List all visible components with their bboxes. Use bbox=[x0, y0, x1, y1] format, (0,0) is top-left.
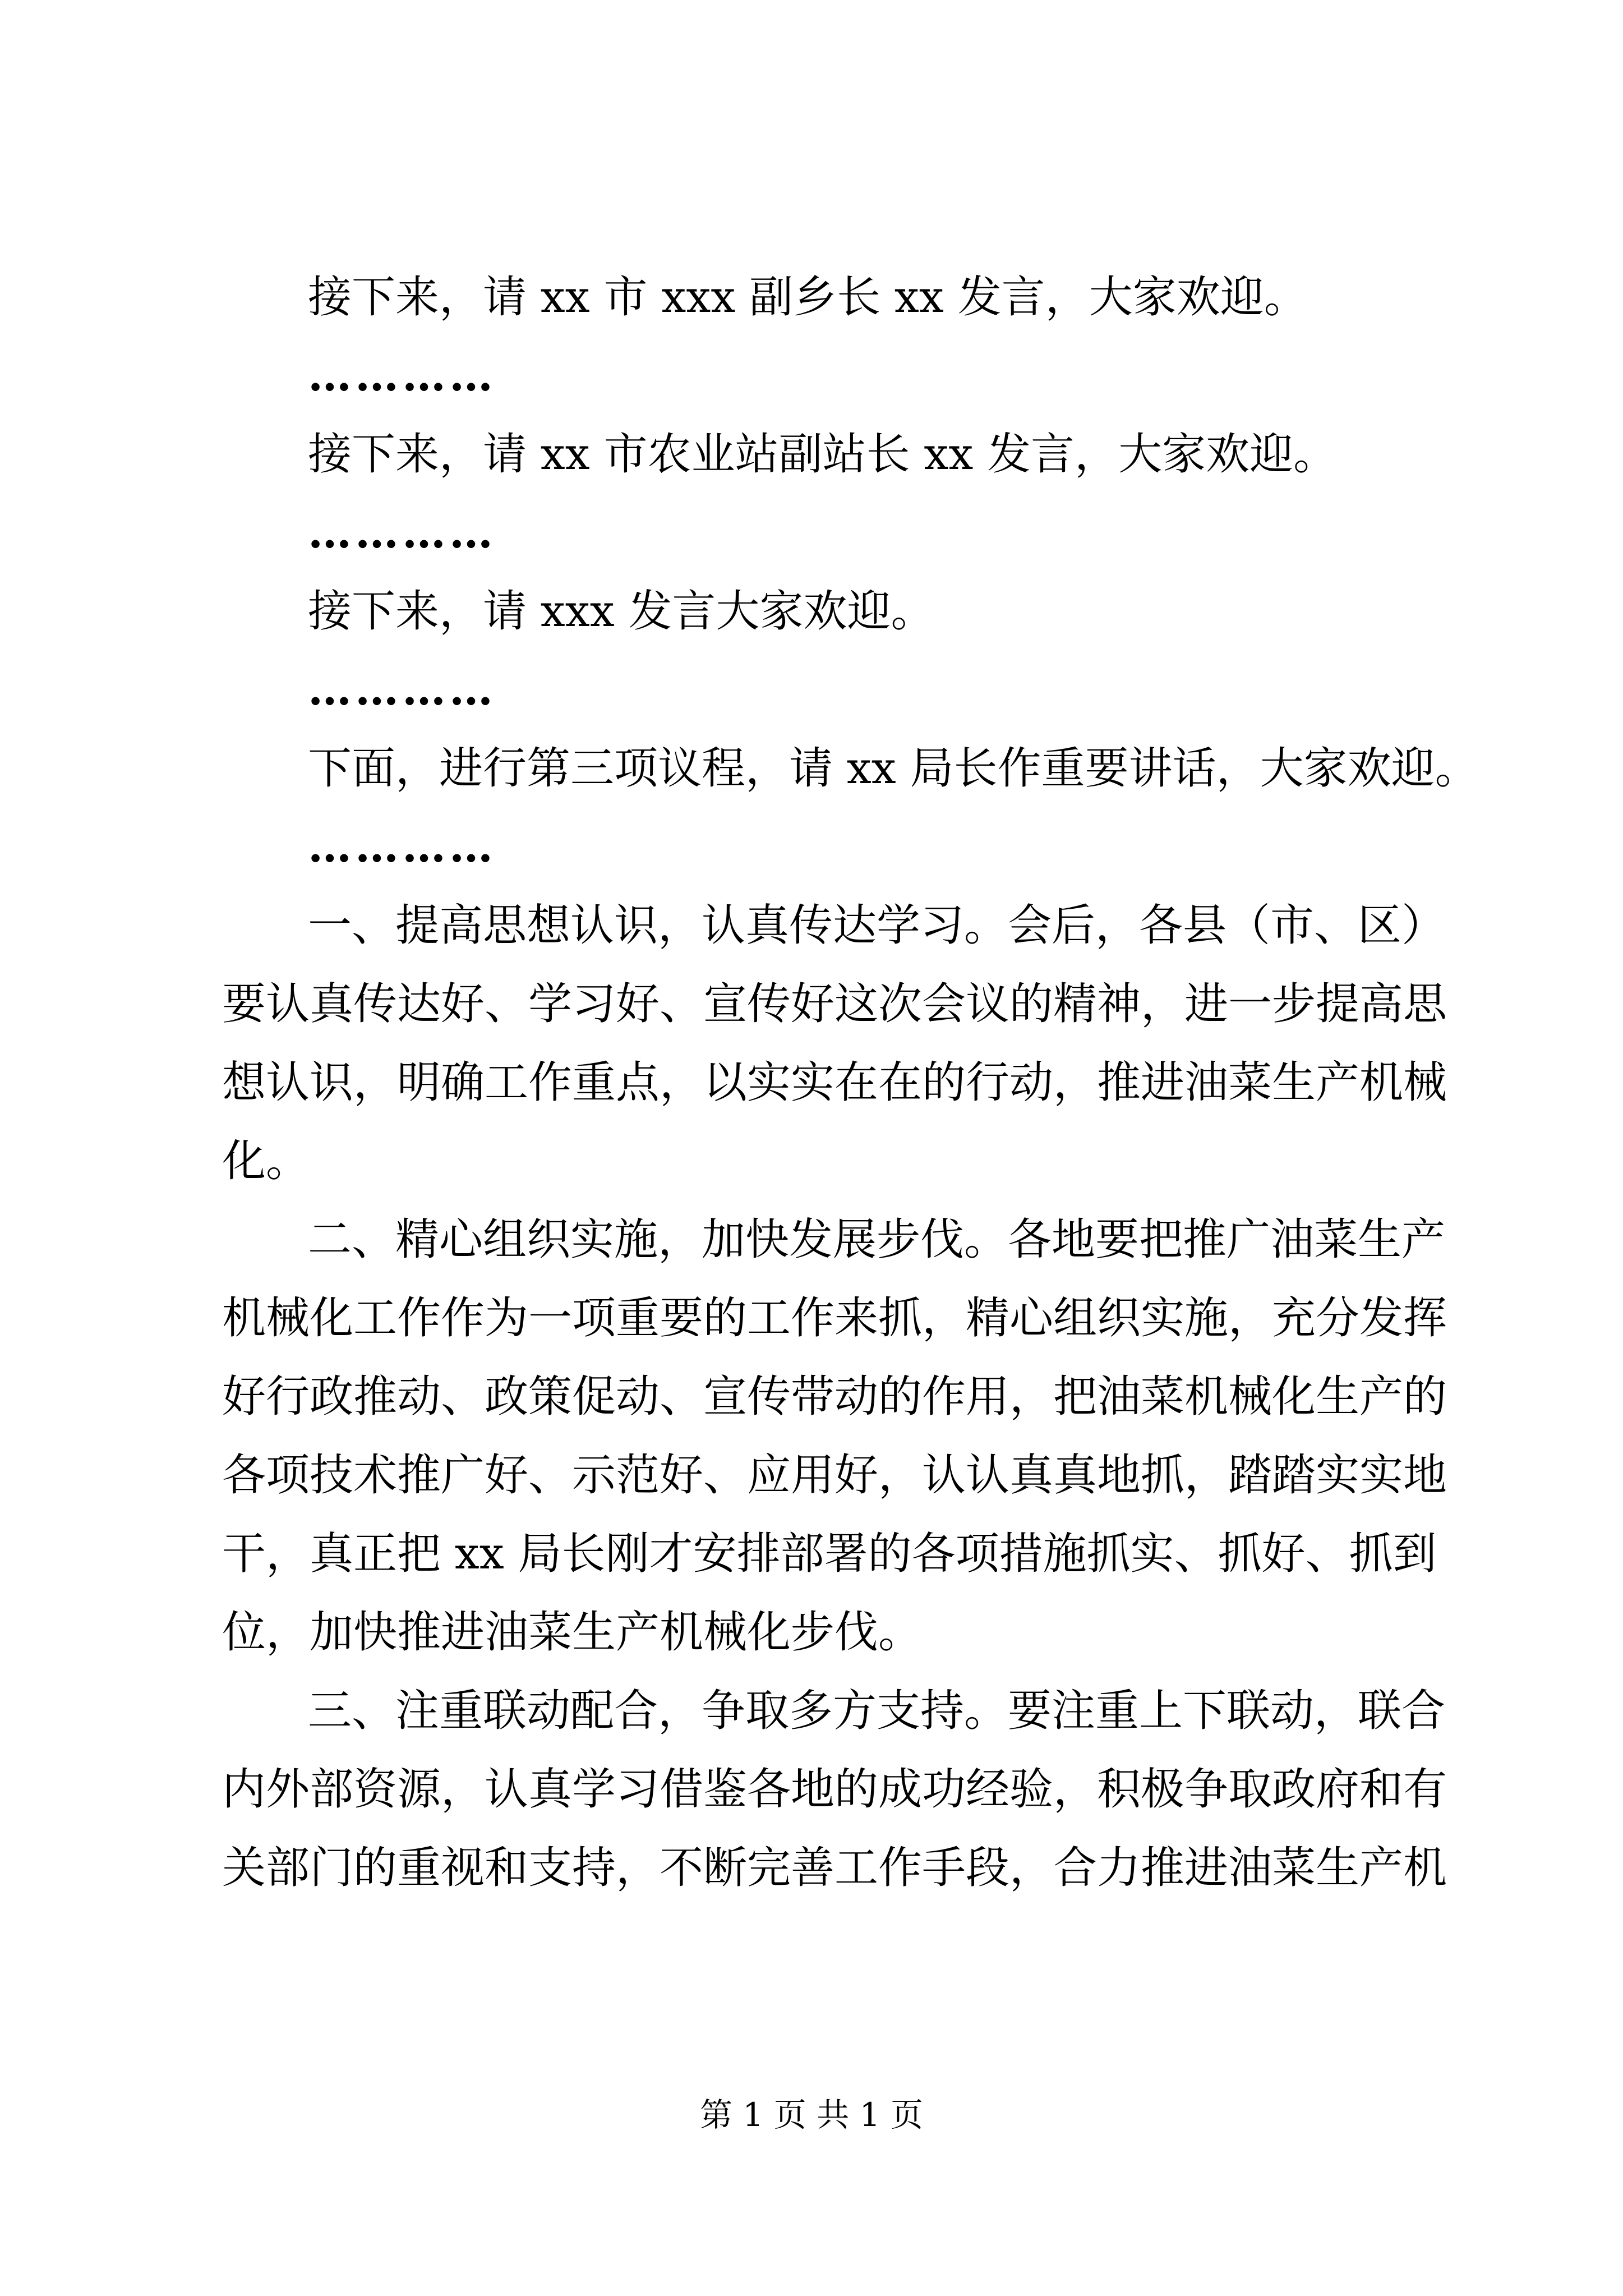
announcement-line: 接下来，请 xx 市农业站副站长 xx 发言，大家欢迎。 bbox=[308, 429, 1338, 480]
paragraph-line: 要认真传达好、学习好、宣传好这次会议的精神，进一步提高思 bbox=[222, 979, 1447, 1029]
paragraph-line: 位，加快推进油菜生产机械化步伐。 bbox=[222, 1607, 923, 1658]
paragraph-line: 好行政推动、政策促动、宣传带动的作用，把油菜机械化生产的 bbox=[222, 1372, 1447, 1422]
paragraph-line: 三、注重联动配合，争取多方支持。要注重上下联动，联合 bbox=[308, 1686, 1446, 1736]
page-footer: 第 1 页 共 1 页 bbox=[700, 2096, 923, 2134]
ellipsis-line: ………… bbox=[308, 507, 496, 558]
paragraph-line: 内外部资源，认真学习借鉴各地的成功经验，积极争取政府和有 bbox=[222, 1764, 1447, 1815]
paragraph-line: 各项技术推广好、示范好、应用好，认认真真地抓，踏踏实实地 bbox=[222, 1450, 1447, 1501]
ellipsis-line: ………… bbox=[308, 821, 496, 872]
paragraph-line: 想认识，明确工作重点，以实实在在的行动，推进油菜生产机械 bbox=[222, 1057, 1447, 1108]
paragraph-line: 机械化工作作为一项重要的工作来抓，精心组织实施，充分发挥 bbox=[222, 1293, 1447, 1343]
paragraph-line: 关部门的重视和支持，不断完善工作手段，合力推进油菜生产机 bbox=[222, 1843, 1447, 1893]
announcement-line: 接下来，请 xx 市 xxx 副乡长 xx 发言，大家欢迎。 bbox=[308, 272, 1308, 323]
announcement-line: 接下来，请 xxx 发言大家欢迎。 bbox=[308, 586, 935, 637]
paragraph-line: 干，真正把 xx 局长刚才安排部署的各项措施抓实、抓好、抓到 bbox=[222, 1529, 1437, 1579]
paragraph-line: 一、提高思想认识，认真传达学习。会后，各县（市、区） bbox=[308, 900, 1446, 951]
paragraph-line: 二、精心组织实施，加快发展步伐。各地要把推广油菜生产 bbox=[308, 1214, 1446, 1265]
ellipsis-line: ………… bbox=[308, 350, 496, 401]
ellipsis-line: ………… bbox=[308, 664, 496, 715]
announcement-line: 下面，进行第三项议程，请 xx 局长作重要讲话，大家欢迎。 bbox=[308, 743, 1479, 794]
paragraph-line: 化。 bbox=[222, 1136, 310, 1186]
